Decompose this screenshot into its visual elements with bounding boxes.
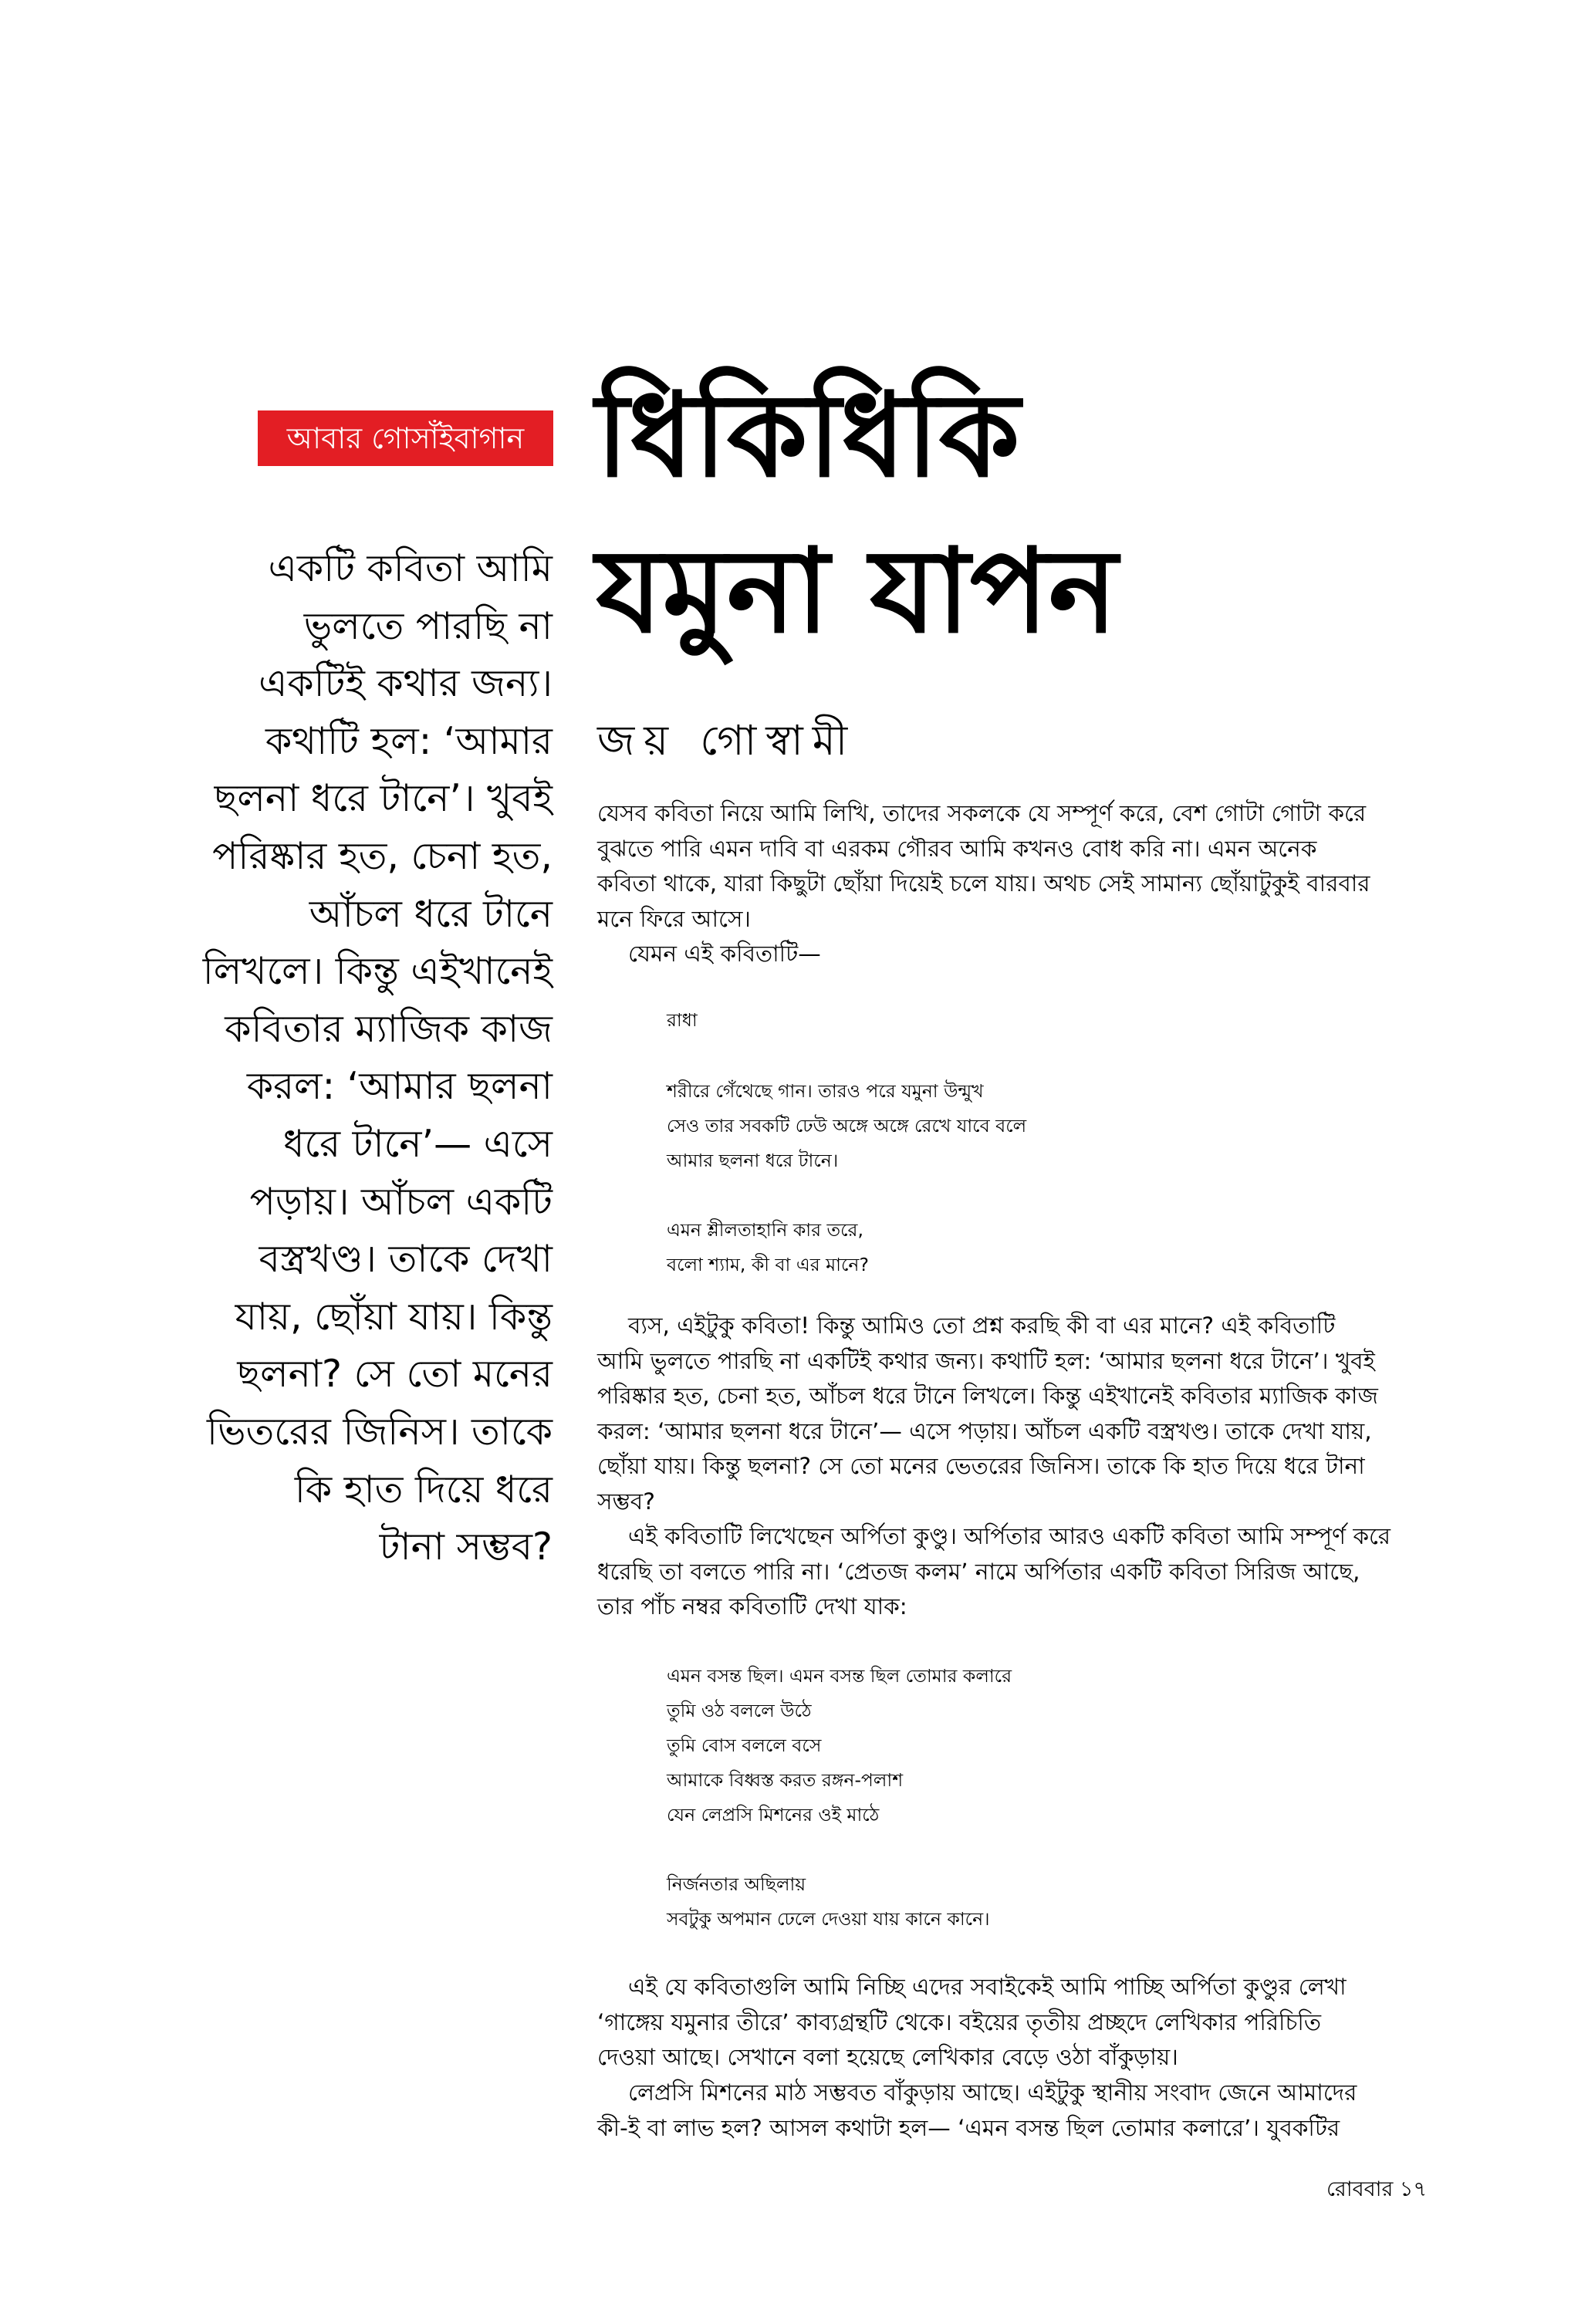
poem-line: আমাকে বিধ্বস্ত করত রঙ্গন-পলাশ <box>667 1769 904 1791</box>
pull-quote-line: ধরে টানে’— এসে <box>282 1121 553 1166</box>
intro-paragraph <box>597 796 1446 972</box>
pull-quote-line: কবিতার ম্যাজিক কাজ <box>225 1006 553 1051</box>
poem-1-stanza-2 <box>667 1213 869 1282</box>
body-line: আমি ভুলতে পারছি না একটিই কথার জন্য। কথাটি হল: ‘আমার ছলনা ধরে টানে’। খুবই <box>597 1347 1375 1374</box>
poem-line: আমার ছলনা ধরে টানে। <box>667 1150 839 1171</box>
body-line: বুঝতে পারি এমন দাবি বা এরকম গৌরব আমি কখনও বোধ করি না। এমন অনেক <box>597 835 1317 862</box>
body-line: লেপ্রসি মিশনের মাঠ সম্ভবত বাঁকুড়ায় আছে। এইটুকু স্থানীয় সংবাদ জেনে আমাদের <box>628 2079 1357 2106</box>
paragraph-3 <box>597 1519 1446 1625</box>
body-line: ধরেছি তা বলতে পারি না। ‘প্রেতজ কলম’ নামে অর্পিতার একটি কবিতা সিরিজ আছে, <box>597 1558 1360 1585</box>
poem-line: বলো শ্যাম, কী বা এর মানে? <box>667 1254 869 1275</box>
paragraph-5 <box>597 2076 1446 2146</box>
pull-quote-line: লিখলে। কিন্তু এইখানেই <box>202 949 553 994</box>
body-line: পরিষ্কার হত, চেনা হত, আঁচল ধরে টানে লিখলে। কিন্তু এইখানেই কবিতার ম্যাজিক কাজ <box>597 1383 1378 1409</box>
pull-quote-line: ছলনা? সে তো মনের <box>237 1352 553 1397</box>
body-line: যেমন এই কবিতাটি— <box>628 941 821 967</box>
body-line: ‘গাঙ্গেয় যমুনার তীরে’ কাব্যগ্রন্থটি থেকে। বইয়ের তৃতীয় প্রচ্ছদে লেখিকার পরিচিতি <box>597 2008 1321 2035</box>
pull-quote-line: আঁচল ধরে টানে <box>309 891 553 936</box>
poem-line: সবটুকু অপমান ঢেলে দেওয়া যায় কানে কানে। <box>667 1908 990 1930</box>
body-line: ছোঁয়া যায়। কিন্তু ছলনা? সে তো মনের ভেতরের জিনিস। তাকে কি হাত দিয়ে ধরে টানা <box>597 1453 1365 1479</box>
author-byline: জয় গোস্বামী <box>597 716 857 765</box>
poem-line: নির্জনতার অছিলায় <box>667 1873 806 1895</box>
pull-quote-line: টানা সম্ভব? <box>379 1525 553 1569</box>
poem-line: তুমি বোস বললে বসে <box>667 1735 822 1756</box>
headline-line-1: ধিকিধিকি <box>596 369 1020 503</box>
body-line: সম্ভব? <box>597 1488 655 1515</box>
pull-quote-line: কথাটি হল: ‘আমার <box>265 718 553 763</box>
pull-quote-line: বস্ত্রখণ্ড। তাকে দেখা <box>259 1237 553 1282</box>
pull-quote-line: ভুলতে পারছি না <box>303 603 553 648</box>
body-line: তার পাঁচ নম্বর কবিতাটি দেখা যাক: <box>597 1593 907 1620</box>
poem-1-stanza-1 <box>667 1074 1026 1178</box>
body-line: কী-ই বা লাভ হল? আসল কথাটা হল— ‘এমন বসন্ত ছিল তোমার কলারে’। যুবকটির <box>597 2114 1340 2141</box>
poem-line: এমন বসন্ত ছিল। এমন বসন্ত ছিল তোমার কলারে <box>667 1665 1012 1687</box>
pull-quote-line: যায়, ছোঁয়া যায়। কিন্তু <box>235 1294 553 1339</box>
poem-line: তুমি ওঠ বললে উঠে <box>667 1700 812 1721</box>
pull-quote-line: করল: ‘আমার ছলনা <box>246 1064 553 1109</box>
body-line: কবিতা থাকে, যারা কিছুটা ছোঁয়া দিয়েই চলে যায়। অথচ সেই সামান্য ছোঁয়াটুকুই বারবার <box>597 870 1370 897</box>
pull-quote-line: ভিতরের জিনিস। তাকে <box>206 1409 553 1454</box>
poem-line: যেন লেপ্রসি মিশনের ওই মাঠে <box>667 1804 880 1826</box>
body-line: দেওয়া আছে। সেখানে বলা হয়েছে লেখিকার বেড়ে ওঠা বাঁকুড়ায়। <box>597 2044 1178 2070</box>
pull-quote-line: পড়ায়। আঁচল একটি <box>249 1179 553 1224</box>
poem-line: শরীরে গেঁথেছে গান। তারও পরে যমুনা উন্মুখ <box>667 1080 984 1102</box>
body-line: করল: ‘আমার ছলনা ধরে টানে’— এসে পড়ায়। আঁচল একটি বস্ত্রখণ্ড। তাকে দেখা যায়, <box>597 1417 1372 1444</box>
pull-quote-line: একটি কবিতা আমি <box>268 546 553 590</box>
page-folio: রোববার ১৭ <box>1326 2177 1427 2201</box>
pull-quote-line: কি হাত দিয়ে ধরে <box>294 1467 553 1512</box>
section-tag: আবার গোসাঁইবাগান <box>258 410 553 466</box>
poem-line: সেও তার সবকটি ঢেউ অঙ্গে অঙ্গে রেখে যাবে বলে <box>667 1115 1027 1137</box>
body-line: যেসব কবিতা নিয়ে আমি লিখি, তাদের সকলকে যে সম্পূর্ণ করে, বেশ গোটা গোটা করে <box>597 800 1367 826</box>
paragraph-4 <box>597 1970 1446 2076</box>
pull-quote <box>151 540 553 1576</box>
body-line: এই কবিতাটি লিখেছেন অর্পিতা কুণ্ডু। অর্পিতার আরও একটি কবিতা আমি সম্পূর্ণ করে <box>628 1523 1391 1549</box>
headline-line-2: যমুনা যাপন <box>596 525 1118 659</box>
body-line: ব্যস, এইটুকু কবিতা! কিন্তু আমিও তো প্রশ্ন করছি কী বা এর মানে? এই কবিতাটি <box>628 1312 1336 1339</box>
poem-2-stanza-2 <box>667 1867 990 1937</box>
pull-quote-line: ছলনা ধরে টানে’। খুবই <box>214 776 553 821</box>
body-line: এই যে কবিতাগুলি আমি নিচ্ছি এদের সবাইকেই আমি পাচ্ছি অর্পিতা কুণ্ডুর লেখা <box>628 1974 1347 2000</box>
body-line: মনে ফিরে আসে। <box>597 905 751 932</box>
paragraph-2 <box>597 1309 1446 1519</box>
poem-2-stanza-1 <box>667 1659 1012 1833</box>
pull-quote-line: একটিই কথার জন্য। <box>259 661 553 706</box>
pull-quote-line: পরিষ্কার হত, চেনা হত, <box>212 833 553 878</box>
poem-line: এমন শ্লীলতাহানি কার তরে, <box>667 1219 863 1241</box>
poem-1-title: রাধা <box>667 1009 698 1031</box>
